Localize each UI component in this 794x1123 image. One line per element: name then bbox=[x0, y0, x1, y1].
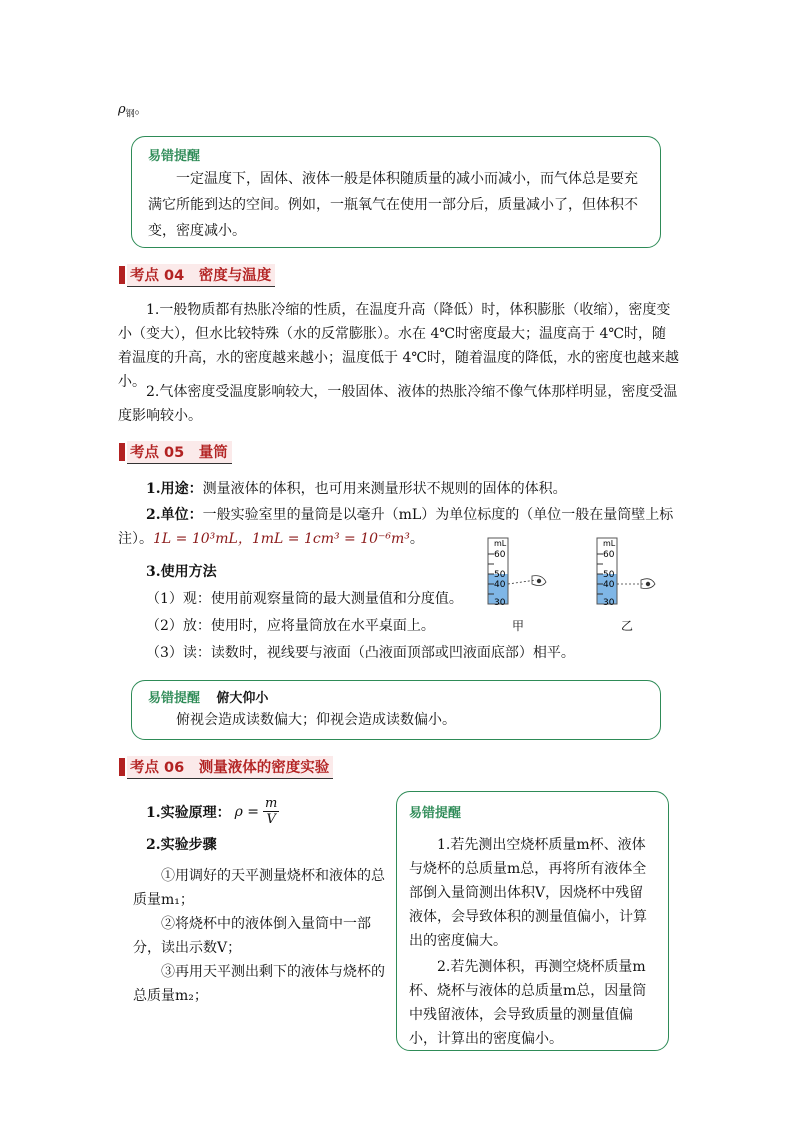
tip-box-2 bbox=[131, 680, 661, 740]
steps-label: 2.实验步骤 bbox=[146, 837, 217, 853]
cylinder-figure-jia bbox=[484, 536, 564, 608]
tick-label: 60 bbox=[603, 550, 615, 560]
figure-caption-jia: 甲 bbox=[512, 619, 525, 633]
tip-title-row: 易错提醒 俯大仰小 bbox=[148, 691, 269, 706]
experiment-step-1: ①用调好的天平测量烧杯和液体的总质量m₁； bbox=[133, 868, 385, 908]
cylinder-figure-yi bbox=[593, 536, 673, 608]
tip-paragraph-1: 1.若先测出空烧杯质量m杯、液体与烧杯的总质量m总，再将所有液体全部倒入量筒测出体积V，因烧杯中残留液体，会导致体积的测量值偏小，计算出的密度偏大。 bbox=[409, 837, 647, 949]
cylinder-unit-label: mL bbox=[494, 539, 507, 548]
section04-paragraph-1: 1.一般物质都有热胀冷缩的性质，在温度升高（降低）时，体积膨胀（收缩），密度变小（变大），但水比较特殊（水的反常膨胀）。水在 4℃时密度最大；温度高于 4℃时，随着温度的升高，水的密度越来越小；温度低于 4℃时，随着温度的降低，水的密度也越来越小。 bbox=[118, 302, 680, 390]
tip-title: 易错提醒 bbox=[148, 149, 201, 164]
tip-box-3 bbox=[396, 791, 669, 1051]
tick-label: 60 bbox=[494, 550, 506, 560]
method-step-1: （1）观：使用前观察量筒的最大测量值和分度值。 bbox=[146, 591, 463, 607]
tick-label: 30 bbox=[603, 598, 615, 608]
tick-label: 50 bbox=[494, 570, 506, 580]
method-step-2: （2）放：使用时，应将量筒放在水平桌面上。 bbox=[146, 618, 435, 634]
tick-label: 40 bbox=[494, 580, 506, 590]
section04-paragraph-2: 2.气体密度受温度影响较大，一般固体、液体的热胀冷缩不像气体那样明显，密度受温度影响较小。 bbox=[118, 384, 678, 424]
tick-label: 30 bbox=[494, 598, 506, 608]
rho-steel-fragment: $\rho_钢$。 bbox=[118, 102, 148, 120]
section-heading-06: 考点 06 测量液体的密度实验 bbox=[119, 756, 333, 778]
method-step-3: （3）读：读数时，视线要与液面（凸液面顶部或凹液面底部）相平。 bbox=[146, 645, 575, 661]
principle-row: 1.实验原理： ρ = $\frac{m}{V}$ bbox=[146, 796, 278, 827]
figure-caption-yi: 乙 bbox=[621, 619, 634, 633]
tick-label: 40 bbox=[603, 580, 615, 590]
tip-text: 一定温度下，固体、液体一般是体积随质量的减小而减小，而气体总是要充满它所能到达的空间。例如，一瓶氧气在使用一部分后，质量减小了，但体积不变，密度减小。 bbox=[148, 171, 638, 239]
tip-text: 俯视会造成读数偏大；仰视会造成读数偏小。 bbox=[176, 712, 456, 728]
experiment-step-2: ②将烧杯中的液体倒入量筒中一部分，读出示数V； bbox=[133, 916, 371, 956]
tip-paragraph-2: 2.若先测体积，再测空烧杯质量m杯、烧杯与液体的总质量m总，因量筒中残留液体，会导致质量的测量值偏小，计算出的密度偏小。 bbox=[409, 959, 647, 1047]
tip-subtitle: 俯大仰小 bbox=[216, 691, 269, 706]
section-heading-05: 考点 05 量筒 bbox=[119, 441, 232, 463]
section-heading-04: 考点 04 密度与温度 bbox=[119, 264, 275, 286]
cylinder-use: 1.用途：测量液体的体积，也可用来测量形状不规则的固体的体积。 bbox=[146, 481, 567, 497]
unit-formula: 1L = 10³mL，1mL = 1cm³ = 10⁻⁶m³ bbox=[153, 531, 410, 547]
tip-title: 易错提醒 bbox=[409, 806, 462, 821]
cylinder-unit: 2.单位：一般实验室里的量筒是以毫升（mL）为单位标度的（单位一般在量筒壁上标注）。1L = 10³mL，1mL = 1cm³ = 10⁻⁶m³。 bbox=[118, 507, 674, 547]
method-label: 3.使用方法 bbox=[146, 564, 217, 580]
experiment-step-3: ③再用天平测出剩下的液体与烧杯的总质量m₂； bbox=[133, 964, 385, 1004]
tick-label: 50 bbox=[603, 570, 615, 580]
cylinder-unit-label: mL bbox=[603, 539, 616, 548]
tip-box-1 bbox=[131, 136, 661, 248]
